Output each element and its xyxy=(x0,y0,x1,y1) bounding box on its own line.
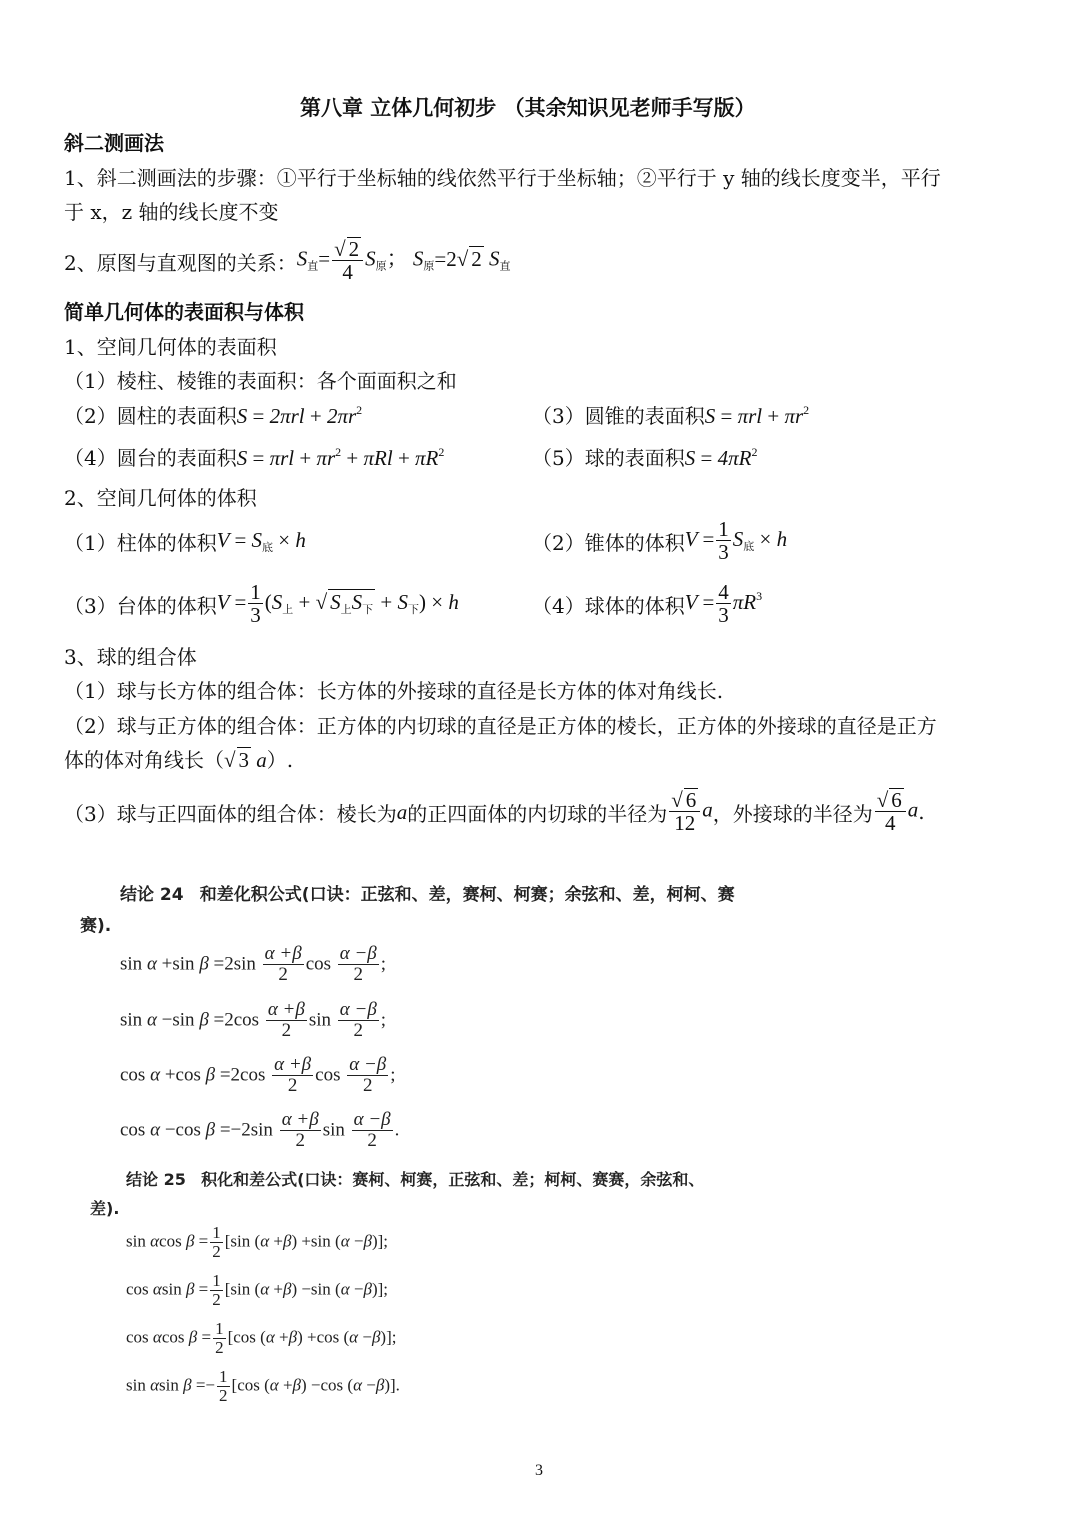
surface-area-heading: 1、空间几何体的表面积 xyxy=(64,335,277,359)
oblique-steps-paragraph-cont: 于 x，z 轴的线长度不变 xyxy=(64,200,279,224)
pyramid-volume-label: （2）锥体的体积 xyxy=(532,530,685,555)
conclusion-25-heading-cont: 差). xyxy=(90,1199,120,1218)
sphere-cube-cont: 体的体对角线长（√ 3 a）. xyxy=(64,748,294,772)
sum-to-product-1: sin α +sin β =2sin $\frac{\alpha +\beta}{2}$ cos $\frac{\alpha -\beta}{2}$ ; xyxy=(120,943,387,986)
page-number: 3 xyxy=(535,1462,543,1479)
area-relation-line xyxy=(64,232,510,290)
cylinder-area-label: （2）圆柱的表面积 xyxy=(64,404,237,428)
cylinder-area xyxy=(64,400,362,429)
oblique-steps-paragraph: 1、斜二测画法的步骤：①平行于坐标轴的线依然平行于坐标轴；②平行于 y 轴的线长度变半，平行 xyxy=(64,166,941,190)
conclusion-24-heading-cont: 赛). xyxy=(80,916,112,936)
sphere-area xyxy=(532,442,757,471)
frustum-area-formula: $S = \pi rl + \pi r^2 + \pi Rl + \pi R^2$ xyxy=(236,445,445,470)
prism-pyramid-area: （1）棱柱、棱锥的表面积：各个面面积之和 xyxy=(64,369,457,393)
product-to-sum-3: cos αcos β = $\frac{1}{2}$ [cos (α +β) +cos (α −β)]; xyxy=(126,1319,397,1358)
sphere-area-formula: $S = 4\pi R^2$ xyxy=(684,445,758,470)
area-relation-formula: $S_直=$ $\frac{√ 2}{4}$ $S_原$； $S_原=2√$ 2 $S_直$ xyxy=(296,237,511,285)
volume-heading: 2、空间几何体的体积 xyxy=(64,486,257,510)
prism-volume-label: （1）柱体的体积 xyxy=(64,530,217,555)
frustum-volume xyxy=(64,576,459,632)
cone-area-formula: $S = \pi rl + \pi r^2$ xyxy=(704,403,810,428)
sphere-tetrahedron: （3）球与正四面体的组合体：棱长为 a 的正四面体的内切球的半径为 $\frac{√ 6}{12}$ a ，外接球的半径为 $\frac{√ 6}{4}$ a . xyxy=(64,788,925,836)
cylinder-area-formula: $S = 2\pi rl + 2\pi r^2$ xyxy=(236,403,363,428)
sum-to-product-3: cos α +cos β =2cos $\frac{\alpha +\beta}{2}$ cos $\frac{\alpha -\beta}{2}$ ; xyxy=(120,1054,396,1097)
prism-volume xyxy=(64,516,306,566)
area-relation-label: 2、原图与直观图的关系： xyxy=(64,250,297,275)
conclusion-24-heading: 结论 24 和差化积公式(口诀：正弦和、差，赛柯、柯赛；余弦和、差，柯柯、赛 xyxy=(120,885,735,905)
sphere-volume xyxy=(532,576,762,632)
frustum-area xyxy=(64,442,444,471)
sphere-area-label: （5）球的表面积 xyxy=(532,446,685,470)
conclusion-25-heading: 结论 25 积化和差公式(口诀：赛柯、柯赛，正弦和、差；柯柯、赛赛，余弦和、 xyxy=(126,1170,705,1189)
page-title: 第八章 立体几何初步 （其余知识见老师手写版） xyxy=(300,96,756,120)
product-to-sum-1: sin αcos β = $\frac{1}{2}$ [sin (α +β) +sin (α −β)]; xyxy=(126,1223,388,1262)
frustum-volume-label: （3）台体的体积 xyxy=(64,593,217,618)
cone-area xyxy=(532,400,809,429)
pyramid-volume xyxy=(532,514,787,568)
sphere-cuboid: （1）球与长方体的组合体：长方体的外接球的直径是长方体的体对角线长. xyxy=(64,679,724,703)
sum-to-product-4: cos α −cos β =−2sin $\frac{\alpha +\beta}{2}$ sin $\frac{\alpha -\beta}{2}$ . xyxy=(120,1109,400,1152)
product-to-sum-2: cos αsin β = $\frac{1}{2}$ [sin (α +β) −sin (α −β)]; xyxy=(126,1271,388,1310)
cone-area-label: （3）圆锥的表面积 xyxy=(532,404,705,428)
sphere-volume-label: （4）球体的体积 xyxy=(532,593,685,618)
sphere-combination-heading: 3、球的组合体 xyxy=(64,645,197,669)
section-heading-surface-volume: 简单几何体的表面积与体积 xyxy=(64,300,304,324)
prism-volume-formula: $V = S_底 \times h$ xyxy=(216,527,306,554)
sphere-cube: （2）球与正方体的组合体：正方体的内切球的直径是正方体的棱长，正方体的外接球的直径是正方 xyxy=(64,714,937,738)
pyramid-volume-formula: V = $\frac{1}{3}$ $S_底 \times h$ xyxy=(684,516,788,564)
section-heading-oblique-drawing: 斜二测画法 xyxy=(64,131,164,155)
frustum-volume-formula: V = $\frac{1}{3}$ ($S_上$ + √ $S_上S_下 + S_下) \times h$ xyxy=(216,579,459,627)
product-to-sum-4: sin αsin β =− $\frac{1}{2}$ [cos (α +β) −cos (α −β)]. xyxy=(126,1367,400,1406)
frustum-area-label: （4）圆台的表面积 xyxy=(64,446,237,470)
sphere-volume-formula: V = $\frac{4}{3}$ $\pi R^3$ xyxy=(684,579,763,627)
sum-to-product-2: sin α −sin β =2cos $\frac{\alpha +\beta}{2}$ sin $\frac{\alpha -\beta}{2}$ ; xyxy=(120,999,387,1042)
